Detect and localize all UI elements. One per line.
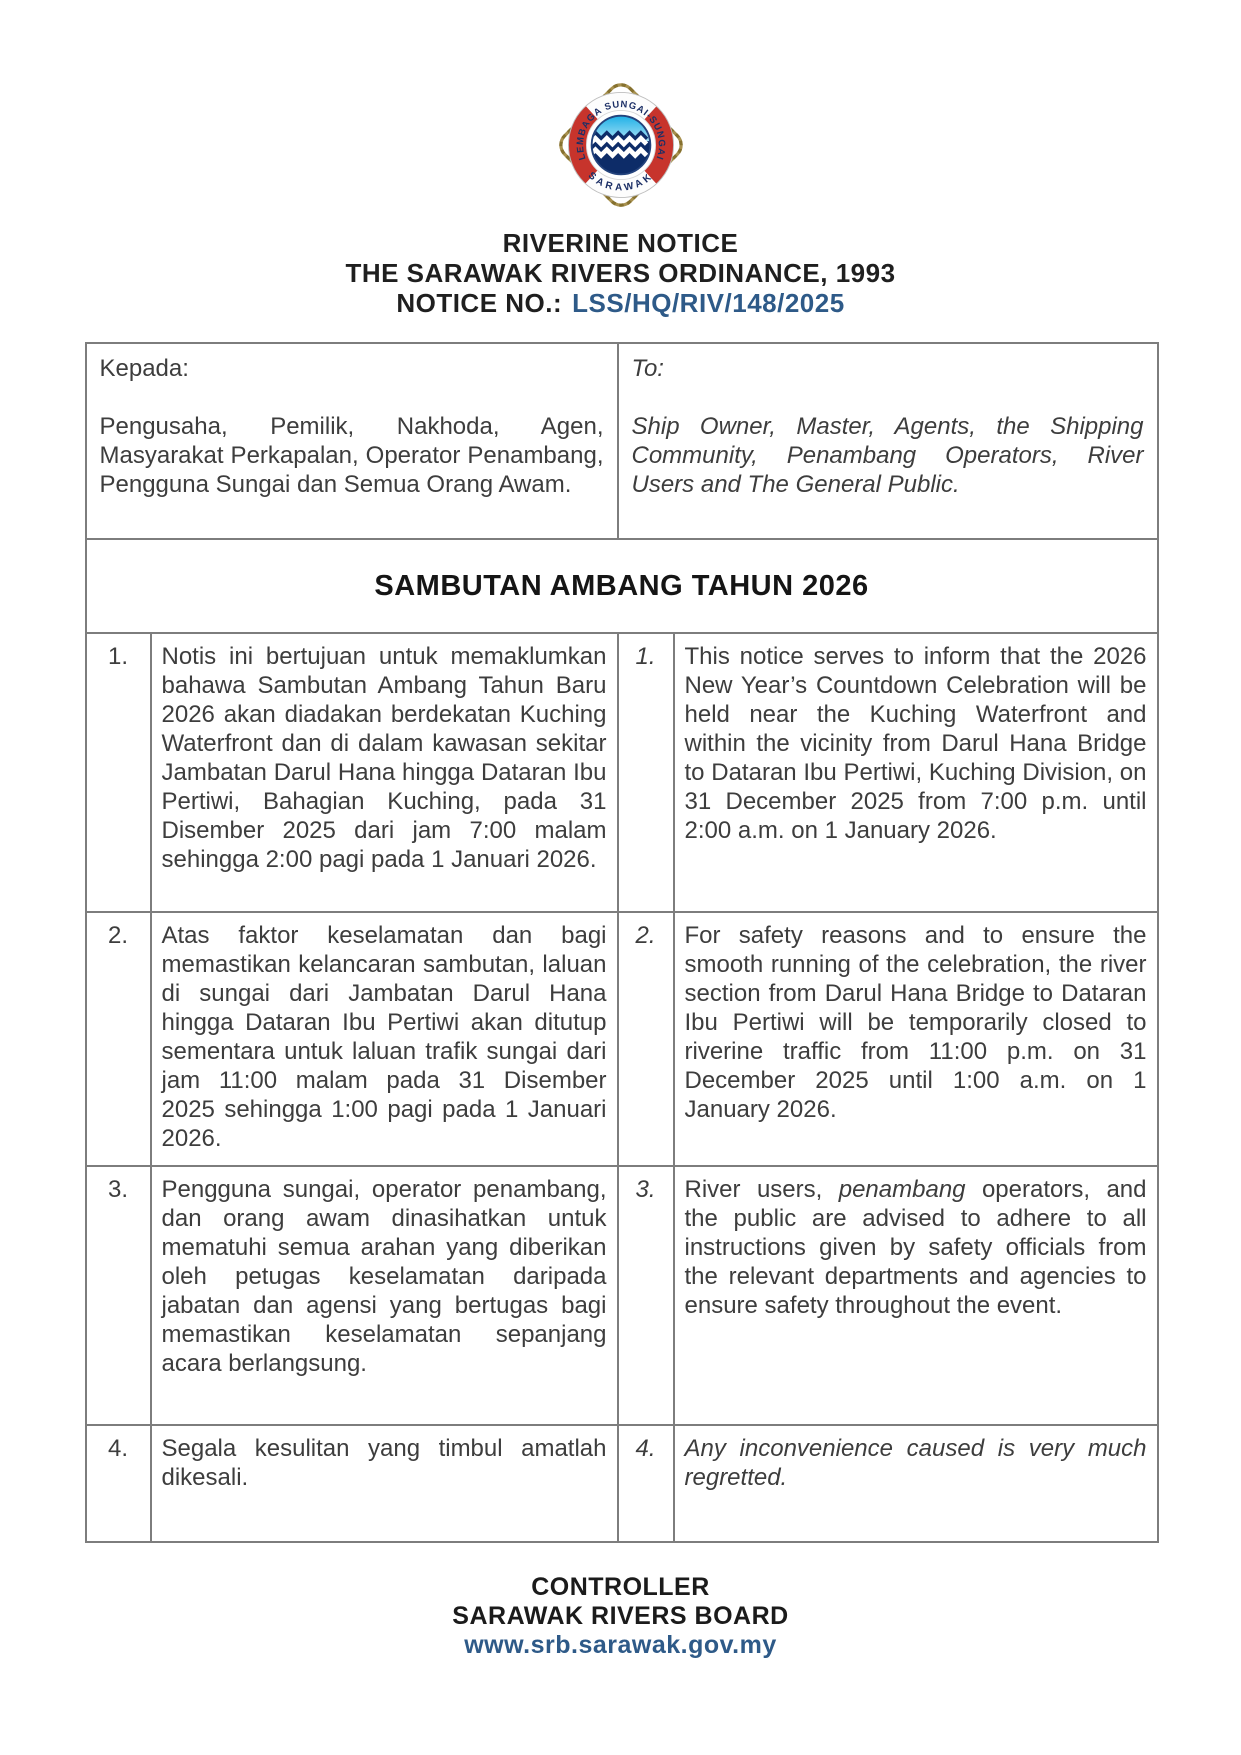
item-1-english-text: This notice serves to inform that the 2026 New Year’s Countdown Celebration will be held near the Kuching Waterfront and within the vicinity from Darul Hana Bridge to Dataran Ibu Pertiwi, Kuching Division, on 31 December 2025 from 7:00 p.m. until 2:00 a.m. on 1 January 2026. bbox=[684, 643, 1147, 844]
logo-top-text: LEMBAGA SUNGAI-SUNGAI bbox=[574, 99, 667, 162]
recipients-row bbox=[86, 343, 1158, 539]
notice-item-row-3 bbox=[86, 1166, 1158, 1425]
recipients-english-cell bbox=[618, 343, 1158, 539]
item-4-english-cell bbox=[674, 1425, 1158, 1542]
item-1-malay-cell bbox=[151, 633, 618, 912]
item-4-malay-number: 4. bbox=[86, 1425, 151, 1542]
notice-number-value: LSS/HQ/RIV/148/2025 bbox=[572, 288, 845, 318]
item-4-malay-text: Segala kesulitan yang timbul amatlah dikesali. bbox=[161, 1435, 607, 1491]
kepada-body: Pengusaha, Pemilik, Nakhoda, Agen, Masyarakat Perkapalan, Operator Penambang, Pengguna Sungai dan Semua Orang Awam. bbox=[99, 413, 604, 498]
notice-item-row-2 bbox=[86, 912, 1158, 1166]
recipients-malay-cell bbox=[86, 343, 618, 539]
item-1-english-cell bbox=[674, 633, 1158, 912]
item-3-malay-number: 3. bbox=[86, 1166, 151, 1425]
item-2-malay-cell bbox=[151, 912, 618, 1166]
website-url: www.srb.sarawak.gov.my bbox=[464, 1631, 777, 1659]
logo-bottom-text: SARAWAK bbox=[585, 170, 656, 194]
notice-title: RIVERINE NOTICE bbox=[502, 228, 739, 258]
riverine-notice-document bbox=[85, 0, 1157, 1660]
notice-number-line bbox=[85, 288, 1157, 318]
item-3-english-cell bbox=[674, 1166, 1158, 1425]
signatory-organization: SARAWAK RIVERS BOARD bbox=[452, 1602, 789, 1630]
notice-item-row-1 bbox=[86, 633, 1158, 912]
logo-river-emblem bbox=[589, 115, 651, 176]
document-header bbox=[85, 228, 1157, 318]
subject-title-row bbox=[86, 539, 1158, 633]
notice-item-row-4 bbox=[86, 1425, 1158, 1542]
item-2-malay-text: Atas faktor keselamatan dan bagi memastikan kelancaran sambutan, laluan di sungai dari Jambatan Darul Hana hingga Dataran Ibu Pertiwi akan ditutup sementara untuk laluan trafik sungai dari jam 11:00 malam pada 31 Disember 2025 sehingga 1:00 pagi pada 1 Januari 2026. bbox=[161, 922, 607, 1152]
notice-table bbox=[85, 342, 1159, 1543]
item-2-english-cell bbox=[674, 912, 1158, 1166]
item-2-english-number: 2. bbox=[618, 912, 674, 1166]
item-4-malay-cell bbox=[151, 1425, 618, 1542]
subject-title: SAMBUTAN AMBANG TAHUN 2026 bbox=[86, 539, 1158, 633]
item-1-english-number: 1. bbox=[618, 633, 674, 912]
signature-block bbox=[85, 1573, 1157, 1660]
logo-container bbox=[85, 0, 1157, 216]
to-label: To: bbox=[631, 355, 664, 382]
item-1-malay-text: Notis ini bertujuan untuk memaklumkan bahawa Sambutan Ambang Tahun Baru 2026 akan diadakan berdekatan Kuching Waterfront dan di dalam kawasan sekitar Jambatan Darul Hana hingga Dataran Ibu Pertiwi, Bahagian Kuching, pada 31 Disember 2025 dari jam 7:00 malam sehingga 2:00 pagi pada 1 Januari 2026. bbox=[161, 643, 607, 873]
item-3-malay-cell bbox=[151, 1166, 618, 1425]
notice-number-label: NOTICE NO.: bbox=[396, 288, 563, 318]
signatory-title: CONTROLLER bbox=[531, 1573, 710, 1601]
item-3-english-text: River users, penambang operators, and the public are advised to adhere to all instructions given by safety officials from the relevant departments and agencies to ensure safety throughout the event. bbox=[684, 1176, 1147, 1319]
item-4-english-number: 4. bbox=[618, 1425, 674, 1542]
item-3-english-number: 3. bbox=[618, 1166, 674, 1425]
penambang-italic-term: penambang bbox=[838, 1176, 966, 1203]
item-1-malay-number: 1. bbox=[86, 633, 151, 912]
item-4-english-text: Any inconvenience caused is very much regretted. bbox=[684, 1435, 1147, 1491]
item-3-malay-text: Pengguna sungai, operator penambang, dan orang awam dinasihatkan untuk mematuhi semua arahan yang diberikan oleh petugas keselamatan daripada jabatan dan agensi yang bertugas bagi memastikan keselamatan sepanjang acara berlangsung. bbox=[161, 1176, 607, 1377]
item-2-english-text: For safety reasons and to ensure the smooth running of the celebration, the river section from Darul Hana Bridge to Dataran Ibu Pertiwi will be temporarily closed to riverine traffic from 11:00 p.m. on 31 December 2025 until 1:00 a.m. on 1 January 2026. bbox=[684, 922, 1147, 1123]
item-2-malay-number: 2. bbox=[86, 912, 151, 1166]
ordinance-title: THE SARAWAK RIVERS ORDINANCE, 1993 bbox=[345, 258, 896, 288]
sarawak-rivers-board-logo bbox=[550, 74, 692, 216]
to-body: Ship Owner, Master, Agents, the Shipping Community, Penambang Operators, River Users and The General Public. bbox=[631, 413, 1144, 498]
kepada-label: Kepada: bbox=[99, 355, 189, 382]
